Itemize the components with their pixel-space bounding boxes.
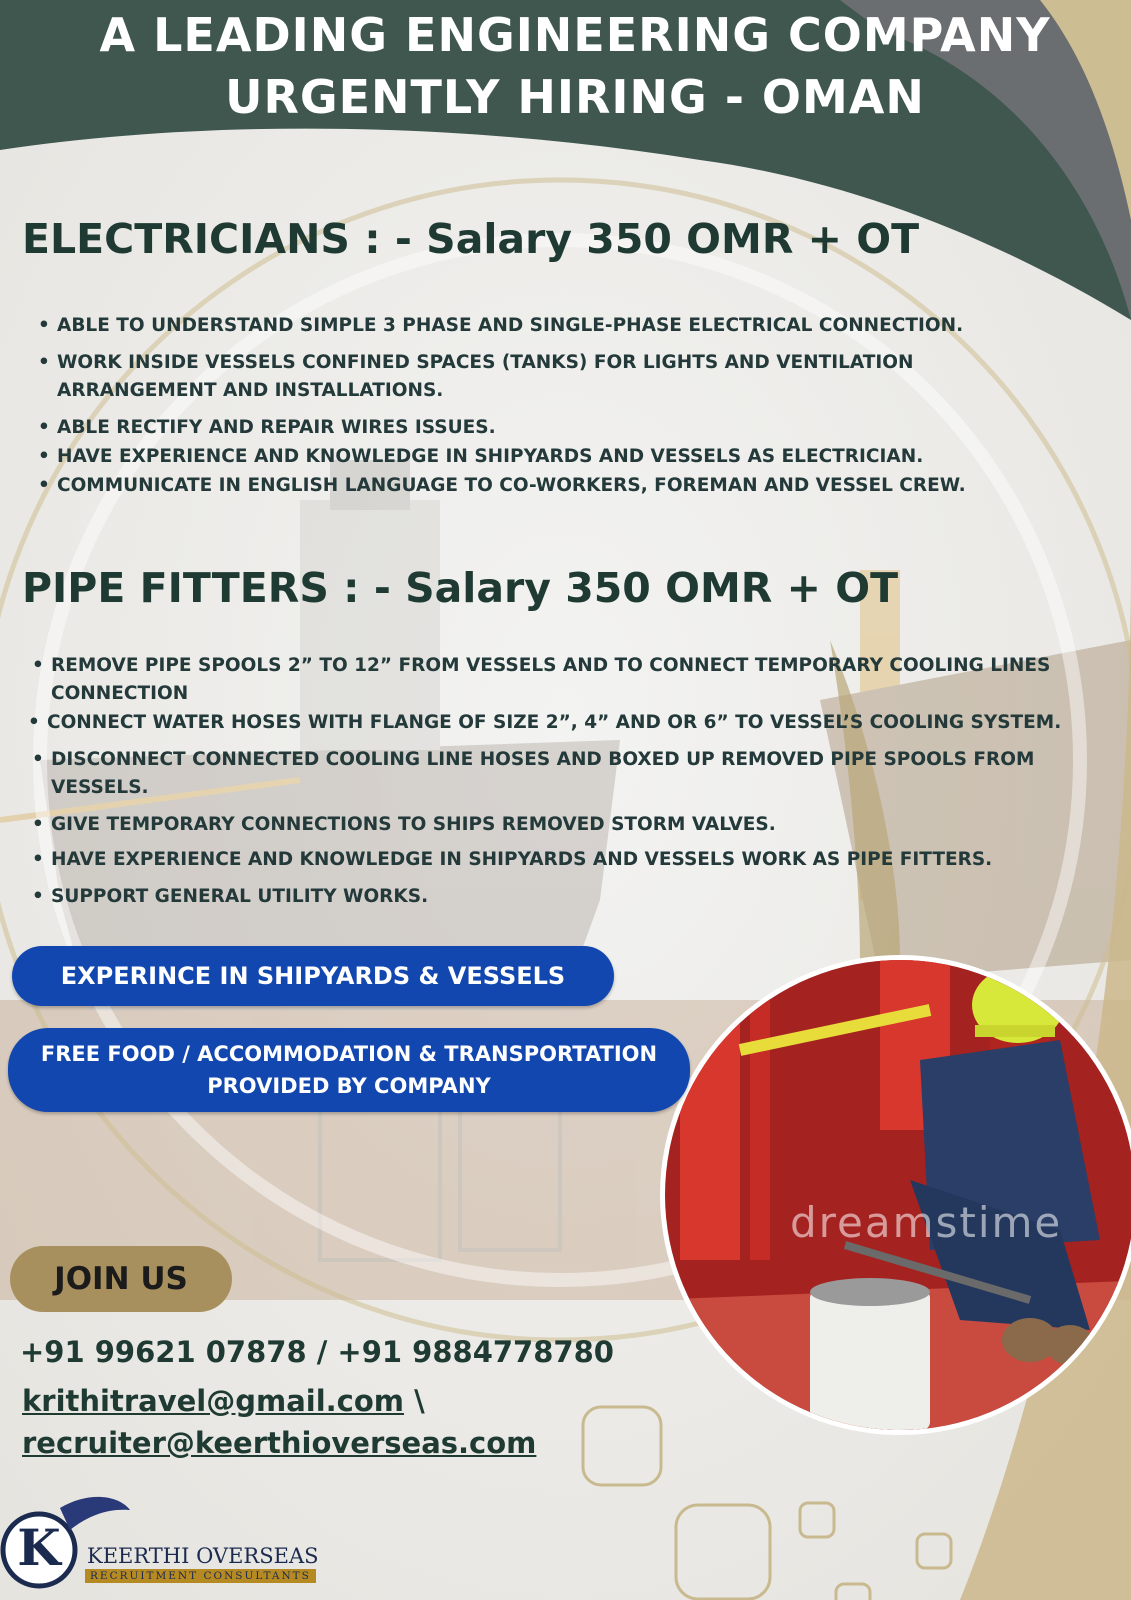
- pipe-fitter-duty: • GIVE TEMPORARY CONNECTIONS TO SHIPS REMOVED STORM VALVES.: [32, 811, 1065, 839]
- electrician-duty: • WORK INSIDE VESSELS CONFINED SPACES (TANKS) FOR LIGHTS AND VENTILATION ARRANGEMENT AND INSTALLATIONS.: [38, 349, 966, 405]
- headline-line-1: A LEADING ENGINEERING COMPANY: [99, 8, 1051, 62]
- benefits-line-2: PROVIDED BY COMPANY: [207, 1074, 491, 1098]
- electrician-duty: • ABLE TO UNDERSTAND SIMPLE 3 PHASE AND SINGLE-PHASE ELECTRICAL CONNECTION.: [38, 312, 966, 340]
- pipe-fitter-duty: • CONNECT WATER HOSES WITH FLANGE OF SIZE 2”, 4” AND OR 6” TO VESSEL’S COOLING SYSTEM.: [28, 709, 1061, 737]
- email-link-krithitravel[interactable]: krithitravel@gmail.com: [22, 1384, 404, 1418]
- pipe-fitters-heading: PIPE FITTERS : - Salary 350 OMR + OT: [22, 564, 899, 612]
- pipe-fitter-duty: • REMOVE PIPE SPOOLS 2” TO 12” FROM VESSELS AND TO CONNECT TEMPORARY COOLING LINES CONNECTION: [32, 652, 1065, 708]
- join-us-button[interactable]: JOIN US: [10, 1246, 232, 1312]
- pipe-fitter-duty: • SUPPORT GENERAL UTILITY WORKS.: [32, 883, 1065, 911]
- electrician-duty: • HAVE EXPERIENCE AND KNOWLEDGE IN SHIPYARDS AND VESSELS AS ELECTRICIAN.: [38, 443, 966, 471]
- electricians-duties: [38, 312, 966, 501]
- email-link-recruiter[interactable]: recruiter@keerthioverseas.com: [22, 1426, 537, 1460]
- email-row-1: [22, 1384, 425, 1418]
- pipe-fitters-duties: [32, 652, 1065, 912]
- pipe-fitter-duty: • HAVE EXPERIENCE AND KNOWLEDGE IN SHIPYARDS AND VESSELS WORK AS PIPE FITTERS.: [32, 846, 1065, 874]
- brand-logo-letter: K: [17, 1518, 61, 1577]
- electrician-duty: • ABLE RECTIFY AND REPAIR WIRES ISSUES.: [38, 414, 966, 442]
- email-separator: \: [404, 1384, 425, 1418]
- electricians-heading: ELECTRICIANS : - Salary 350 OMR + OT: [22, 215, 920, 263]
- watermark-text: dreamstime: [790, 1198, 1063, 1247]
- benefits-badge: [8, 1028, 690, 1112]
- brand-name: KEERTHI OVERSEAS: [87, 1544, 319, 1568]
- headline-line-2: URGENTLY HIRING - OMAN: [225, 70, 925, 124]
- experience-badge: EXPERINCE IN SHIPYARDS & VESSELS: [12, 946, 614, 1006]
- email-row-2: [22, 1426, 536, 1460]
- electrician-duty: • COMMUNICATE IN ENGLISH LANGUAGE TO CO-WORKERS, FOREMAN AND VESSEL CREW.: [38, 472, 966, 500]
- benefits-line-1: FREE FOOD / ACCOMMODATION & TRANSPORTATION: [40, 1042, 658, 1066]
- pipe-fitter-duty: • DISCONNECT CONNECTED COOLING LINE HOSES AND BOXED UP REMOVED PIPE SPOOLS FROM VESSELS.: [32, 746, 1065, 802]
- brand-subtitle: RECRUITMENT CONSULTANTS: [85, 1569, 316, 1583]
- phone-numbers: +91 99621 07878 / +91 9884778780: [20, 1335, 614, 1369]
